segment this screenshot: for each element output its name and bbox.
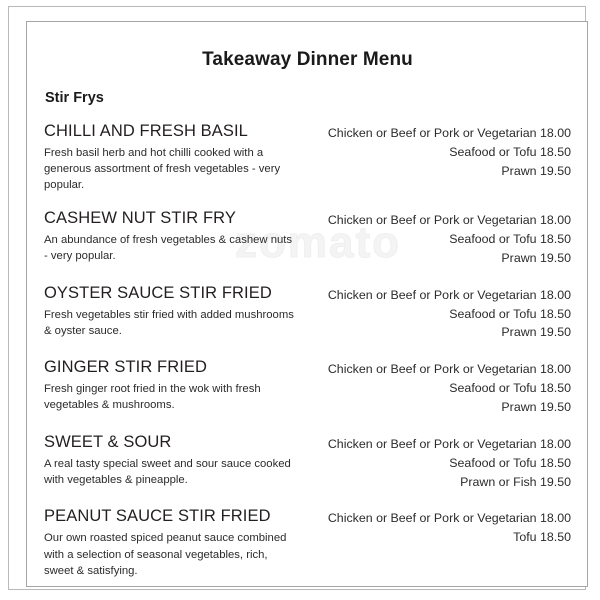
menu-item-description: A real tasty special sweet and sour sauce cooked with vegetables & pineapple.	[44, 457, 291, 486]
menu-item-prices	[297, 432, 571, 492]
menu-item-name: SWEET & SOUR	[44, 432, 172, 451]
menu-item	[44, 357, 571, 417]
menu-item-info	[44, 432, 297, 488]
menu-item-price-line: Chicken or Beef or Pork or Vegetarian 18.00	[327, 287, 571, 302]
menu-item-list	[44, 121, 571, 579]
menu-item-price-line: Prawn or Fish 19.50	[460, 474, 571, 489]
menu-item-price-line: Chicken or Beef or Pork or Vegetarian 18.00	[327, 436, 571, 451]
menu-item-price-line: Seafood or Tofu 18.50	[449, 232, 571, 247]
page-title: Takeaway Dinner Menu	[202, 49, 413, 70]
menu-item	[44, 283, 571, 343]
menu-item	[44, 121, 571, 193]
menu-item-price-line: Prawn 19.50	[501, 399, 571, 414]
menu-item-description: Fresh ginger root fried in the wok with fresh vegetables & mushrooms.	[44, 383, 261, 412]
menu-item-price-line: Prawn 19.50	[501, 325, 571, 340]
menu-item-price-line: Chicken or Beef or Pork or Vegetarian 18.00	[327, 126, 571, 140]
menu-item-name: PEANUT SAUCE STIR FRIED	[44, 507, 271, 526]
menu-item-price-line: Seafood or Tofu 18.50	[449, 455, 571, 470]
menu-item-prices	[297, 506, 571, 547]
menu-content	[27, 49, 587, 579]
menu-item	[44, 208, 571, 268]
menu-item-price-line: Chicken or Beef or Pork or Vegetarian 18.00	[327, 511, 571, 526]
menu-item-info	[44, 357, 297, 413]
menu-item-description: Fresh basil herb and hot chilli cooked with a generous assortment of fresh vegetables - very popular.	[44, 147, 281, 192]
menu-item	[44, 506, 571, 578]
menu-item-description: Our own roasted spiced peanut sauce combined with a selection of seasonal vegetables, rich, sweet & satisfying.	[44, 532, 287, 577]
menu-item-price-line: Chicken or Beef or Pork or Vegetarian 18.00	[327, 362, 571, 377]
menu-item-prices	[297, 208, 571, 268]
menu-item-price-line: Seafood or Tofu 18.50	[449, 144, 571, 159]
menu-item-prices	[297, 121, 571, 181]
menu-item-price-line: Prawn 19.50	[501, 250, 571, 265]
menu-item-info	[44, 506, 297, 578]
menu-item-prices	[297, 357, 571, 417]
menu-item-name: CHILLI AND FRESH BASIL	[44, 122, 248, 140]
menu-item-name: GINGER STIR FRIED	[44, 358, 208, 377]
menu-item-description: Fresh vegetables stir fried with added mushrooms & oyster sauce.	[44, 308, 294, 337]
menu-page-outer-frame	[8, 6, 586, 590]
menu-item-price-line: Prawn 19.50	[501, 163, 571, 178]
menu-item-info	[44, 121, 297, 193]
menu-item-description: An abundance of fresh vegetables & cashew nuts - very popular.	[44, 234, 293, 263]
menu-item-prices	[297, 283, 571, 343]
menu-item-price-line: Chicken or Beef or Pork or Vegetarian 18.00	[327, 213, 571, 228]
menu-item-name: OYSTER SAUCE STIR FRIED	[44, 283, 272, 302]
menu-page-inner-frame	[26, 21, 588, 587]
menu-item	[44, 432, 571, 492]
menu-item-price-line: Tofu 18.50	[513, 530, 571, 545]
section-heading-stir-frys: Stir Frys	[45, 90, 104, 106]
menu-item-price-line: Seafood or Tofu 18.50	[449, 306, 571, 321]
menu-item-info	[44, 208, 297, 264]
zomato-watermark: zomato	[235, 218, 401, 267]
menu-item-info	[44, 283, 297, 339]
menu-item-price-line: Seafood or Tofu 18.50	[449, 381, 571, 396]
menu-item-name: CASHEW NUT STIR FRY	[44, 209, 236, 228]
